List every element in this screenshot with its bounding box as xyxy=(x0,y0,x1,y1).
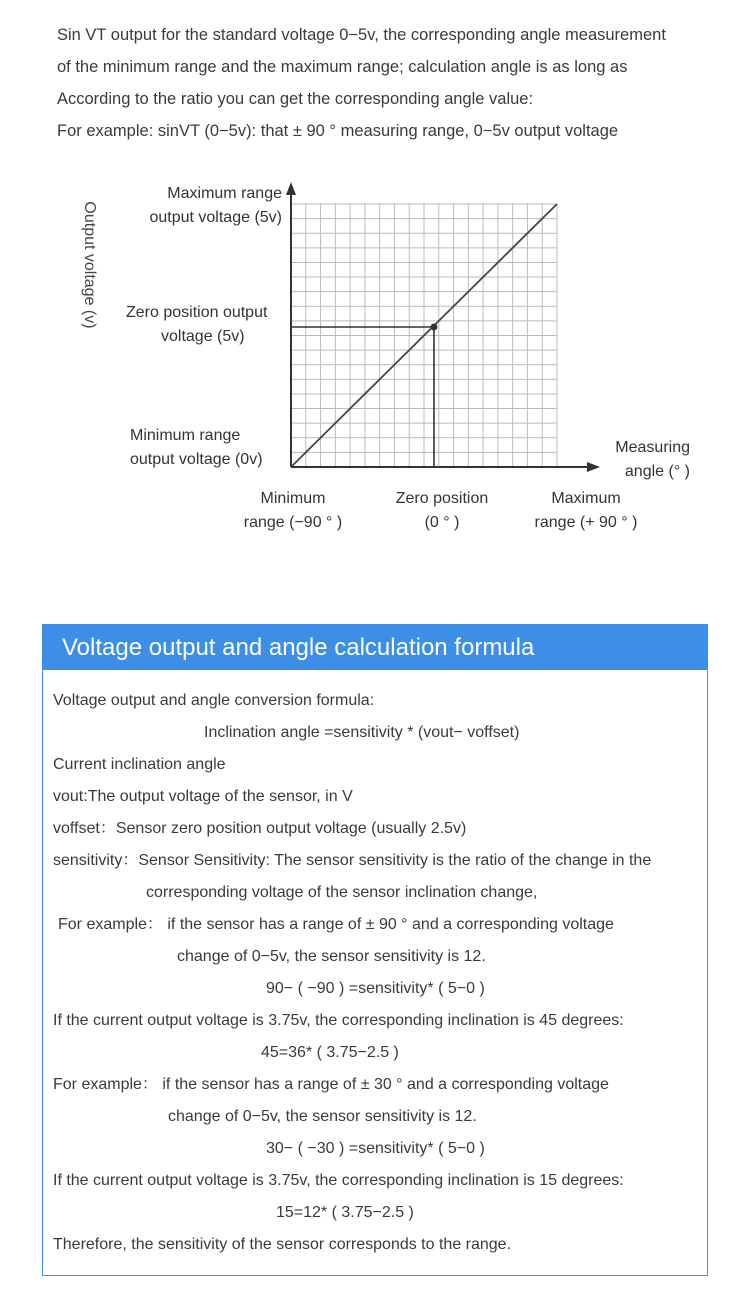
max-voltage-label-line: output voltage (5v) xyxy=(149,209,282,226)
x-max-label xyxy=(518,487,654,535)
formula-line: 30− ( −30 ) =sensitivity* ( 5−0 ) xyxy=(266,1140,485,1157)
x-min-label-line: Minimum xyxy=(260,490,326,507)
formula-line: change of 0−5v, the sensor sensitivity is 12. xyxy=(168,1108,477,1125)
x-axis-title-line: angle (° ) xyxy=(624,463,690,480)
y-axis-title: Output voltage (v) xyxy=(81,201,98,329)
zero-voltage-label xyxy=(126,301,286,349)
max-voltage-label-line: Maximum range xyxy=(167,185,282,202)
min-voltage-label-line: output voltage (0v) xyxy=(130,451,263,468)
intro-line: According to the ratio you can get the corresponding angle value: xyxy=(57,90,534,108)
max-voltage-label xyxy=(120,182,282,230)
x-min-label-line: range (−90 ° ) xyxy=(243,514,343,531)
formula-line: Voltage output and angle conversion formula: xyxy=(53,692,375,709)
formula-line: 90− ( −90 ) =sensitivity* ( 5−0 ) xyxy=(266,980,485,997)
x-zero-label xyxy=(374,487,510,535)
zero-voltage-label-line: voltage (5v) xyxy=(161,328,245,345)
panel-title: Voltage output and angle calculation formula xyxy=(43,625,707,670)
min-voltage-label xyxy=(130,424,290,472)
formula-line: 45=36* ( 3.75−2.5 ) xyxy=(261,1044,399,1061)
x-zero-label-line: Zero position xyxy=(395,490,489,507)
intro-line: Sin VT output for the standard voltage 0−5v, the corresponding angle measurement xyxy=(57,26,666,44)
formula-line: change of 0−5v, the sensor sensitivity is 12. xyxy=(177,948,486,965)
formula-line: Inclination angle =sensitivity * (vout− voffset) xyxy=(204,724,520,741)
intro-line: of the minimum range and the maximum range; calculation angle is as long as xyxy=(57,58,628,76)
x-min-label xyxy=(226,487,360,535)
formula-line: Therefore, the sensitivity of the sensor corresponds to the range. xyxy=(53,1236,512,1253)
formula-line: For example： if the sensor has a range of ± 90 ° and a corresponding voltage xyxy=(58,916,614,933)
x-max-label-line: Maximum xyxy=(551,490,621,507)
min-voltage-label-line: Minimum range xyxy=(130,427,241,444)
formula-line: corresponding voltage of the sensor inclination change, xyxy=(146,884,538,901)
formula-panel xyxy=(42,624,708,1276)
x-axis-title xyxy=(595,436,690,484)
formula-line: Current inclination angle xyxy=(53,756,226,773)
x-max-label-line: range (+ 90 ° ) xyxy=(534,514,638,531)
formula-line: vout:The output voltage of the sensor, in V xyxy=(53,788,353,805)
formula-line: sensitivity：Sensor Sensitivity: The sensor sensitivity is the ratio of the change in the xyxy=(53,852,652,869)
y-axis-arrow xyxy=(286,182,296,195)
formula-line: voffset：Sensor zero position output voltage (usually 2.5v) xyxy=(53,820,467,837)
zero-point xyxy=(431,324,438,331)
formula-line: If the current output voltage is 3.75v, the corresponding inclination is 45 degrees: xyxy=(53,1012,624,1029)
x-zero-label-line: (0 ° ) xyxy=(424,514,460,531)
formula-line: If the current output voltage is 3.75v, the corresponding inclination is 15 degrees: xyxy=(53,1172,624,1189)
zero-voltage-label-line: Zero position output xyxy=(126,304,268,321)
formula-line: 15=12* ( 3.75−2.5 ) xyxy=(276,1204,414,1221)
formula-line: For example： if the sensor has a range of ± 30 ° and a corresponding voltage xyxy=(53,1076,609,1093)
intro-line: For example: sinVT (0−5v): that ± 90 ° measuring range, 0−5v output voltage xyxy=(57,122,619,140)
x-axis-title-line: Measuring xyxy=(615,439,690,456)
